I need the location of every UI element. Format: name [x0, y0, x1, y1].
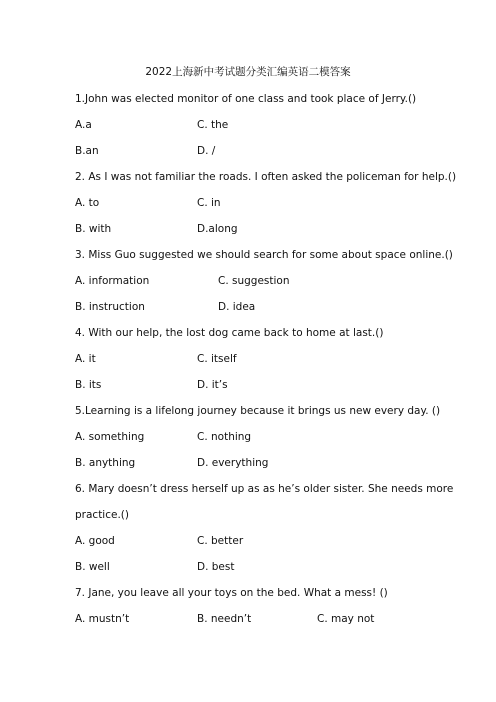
question-2-option-d: D.along — [197, 223, 238, 235]
question-5-option-a: A. something — [75, 431, 145, 443]
question-7-option-a: A. mustn’t — [75, 613, 130, 625]
question-3-option-d: D. idea — [218, 301, 256, 313]
question-2-option-b: B. with — [75, 223, 112, 235]
question-5-option-d: D. everything — [197, 457, 269, 469]
question-7-text: 7. Jane, you leave all your toys on the bed. What a mess! () — [75, 587, 388, 599]
question-3-option-a: A. information — [75, 275, 150, 287]
document-title: 2022上海新中考试题分类汇编英语二模答案 — [145, 66, 351, 78]
question-1-option-d: D. / — [197, 145, 216, 157]
question-4-option-c: C. itself — [197, 353, 237, 365]
question-2-option-c: C. in — [197, 197, 221, 209]
question-1-text: 1.John was elected monitor of one class and took place of Jerry.() — [75, 93, 417, 105]
question-3-option-c: C. suggestion — [218, 275, 290, 287]
question-6-option-d: D. best — [197, 561, 235, 573]
question-3-text: 3. Miss Guo suggested we should search for some about space online.() — [75, 249, 453, 261]
question-4-text: 4. With our help, the lost dog came back to home at last.() — [75, 327, 384, 339]
question-6-text-line1: 6. Mary doesn’t dress herself up as as he’s older sister. She needs more — [75, 483, 454, 495]
question-1-option-a: A.a — [75, 119, 92, 131]
question-1-option-c: C. the — [197, 119, 229, 131]
question-4-option-b: B. its — [75, 379, 102, 391]
question-6-option-a: A. good — [75, 535, 115, 547]
question-4-option-a: A. it — [75, 353, 96, 365]
question-6-option-b: B. well — [75, 561, 110, 573]
question-3-option-b: B. instruction — [75, 301, 145, 313]
question-1-option-b: B.an — [75, 145, 99, 157]
question-5-option-b: B. anything — [75, 457, 136, 469]
question-7-option-b: B. needn’t — [197, 613, 252, 625]
question-2-option-a: A. to — [75, 197, 100, 209]
question-5-text: 5.Learning is a lifelong journey because it brings us new every day. () — [75, 405, 441, 417]
question-4-option-d: D. it’s — [197, 379, 228, 391]
question-6-text-line2: practice.() — [75, 509, 129, 521]
question-7-option-c: C. may not — [317, 613, 375, 625]
question-2-text: 2. As I was not familiar the roads. I often asked the policeman for help.() — [75, 171, 457, 183]
question-5-option-c: C. nothing — [197, 431, 252, 443]
question-6-option-c: C. better — [197, 535, 244, 547]
